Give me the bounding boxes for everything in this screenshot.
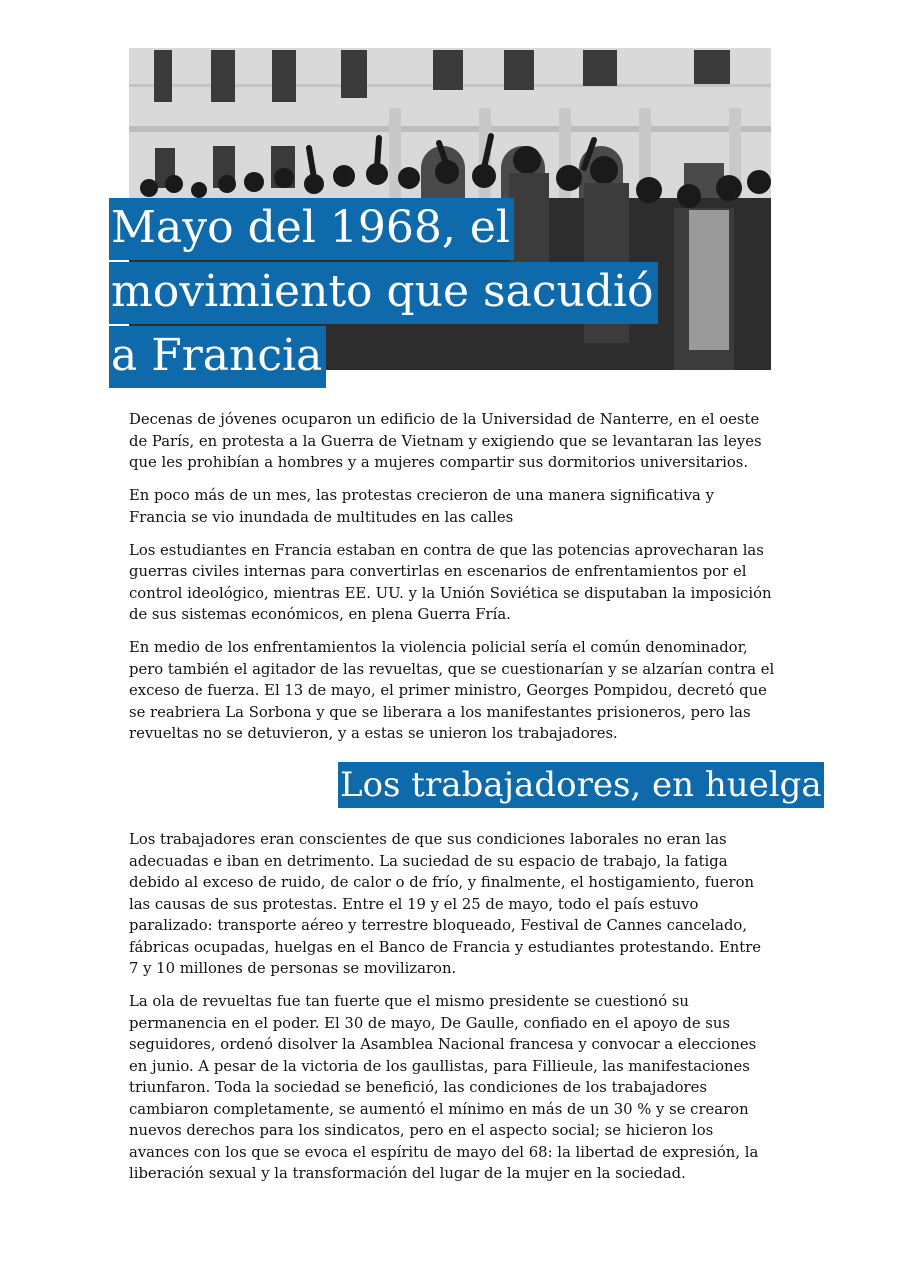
intro-paragraph-3: Los estudiantes en Francia estaban en contra de que las potencias aprovecharan las guerras civiles internas para convertirlas en escenarios de enfrentamientos por el control ideológico, mientras EE. UU. y la Unión Soviética se disputaban la imposición de sus sistemas económicos, en plena Guerra Fría. xyxy=(129,541,772,623)
page-title xyxy=(109,198,689,390)
intro-paragraph-4: En medio de los enfrentamientos la violencia policial sería el común denominador, pero también el agitador de las revueltas, que se cuestionarían y se alzarían contra el exceso de fuerza. El 13 de mayo, el primer ministro, Georges Pompidou, decretó que se reabriera La Sorbona y que se liberara a los manifestantes prisioneros, pero las revueltas no se detuvieron, y a estas se unieron los trabajadores. xyxy=(129,639,775,742)
section-heading xyxy=(338,762,824,808)
workers-section xyxy=(129,829,775,1196)
workers-paragraph-1: Los trabajadores eran conscientes de que sus condiciones laborales no eran las adecuadas e iban en detrimento. La suciedad de su espacio de trabajo, la fatiga debido al exceso de ruido, de calor o de frío, y finalmente, el hostigamiento, fueron las causas de sus protestas. Entre el 19 y el 25 de mayo, todo el país estuvo paralizado: transporte aéreo y terrestre bloqueado, Festival de Cannes cancelado, fábricas ocupadas, huelgas en el Banco de Francia y estudiantes protestando. Entre 7 y 10 millones de personas se movilizaron. xyxy=(129,831,762,977)
intro-paragraph-1: Decenas de jóvenes ocuparon un edificio de la Universidad de Nanterre, en el oeste de París, en protesta a la Guerra de Vietnam y exigiendo que se levantaran las leyes que les prohibían a hombres y a mujeres compartir sus dormitorios universitarios. xyxy=(129,411,762,471)
title-line-2: movimiento que sacudió xyxy=(109,262,658,324)
section-heading-text: Los trabajadores, en huelga xyxy=(338,762,824,808)
title-line-1: Mayo del 1968, el xyxy=(109,198,514,260)
intro-section xyxy=(129,409,775,756)
title-line-3: a Francia xyxy=(109,326,326,388)
intro-paragraph-2: En poco más de un mes, las protestas crecieron de una manera significativa y Francia se vio inundada de multitudes en las calles xyxy=(129,487,714,526)
workers-paragraph-2: La ola de revueltas fue tan fuerte que el mismo presidente se cuestionó su permanencia en el poder. El 30 de mayo, De Gaulle, confiado en el apoyo de sus seguidores, ordenó disolver la Asamblea Nacional francesa y convocar a elecciones en junio. A pesar de la victoria de los gaullistas, para Fillieule, las manifestaciones triunfaron. Toda la sociedad se benefició, las condiciones de los trabajadores cambiaron completamente, se aumentó el mínimo en más de un 30 % y se crearon nuevos derechos para los sindicatos, pero en el aspecto social; se hicieron los avances con los que se evoca el espíritu de mayo del 68: la libertad de expresión, la liberación sexual y la transformación del lugar de la mujer en la sociedad. xyxy=(129,993,759,1182)
